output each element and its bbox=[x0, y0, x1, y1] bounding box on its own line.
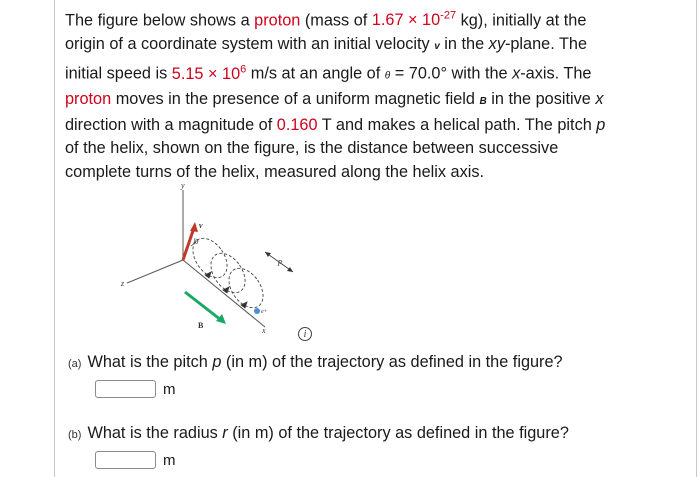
z-axis bbox=[127, 260, 183, 283]
problem-line-2 bbox=[65, 33, 685, 59]
text: kg), initially at the bbox=[456, 11, 587, 30]
question-text: (in m) of the trajectory as defined in the figure? bbox=[221, 353, 563, 371]
text: initial speed is bbox=[65, 64, 172, 83]
question-text: (in m) of the trajectory as defined in the figure? bbox=[227, 424, 569, 442]
text: T and makes a helical path. The pitch bbox=[317, 115, 597, 134]
question-text: What is the radius bbox=[87, 424, 223, 442]
p-symbol: p bbox=[596, 115, 606, 134]
question-text: What is the pitch bbox=[87, 353, 213, 371]
variable-symbol: r bbox=[222, 424, 228, 442]
answer-row-b bbox=[95, 451, 176, 469]
problem-line-3 bbox=[65, 58, 685, 88]
answer-row-a bbox=[95, 380, 176, 398]
y-axis-label: y bbox=[181, 181, 185, 190]
proton-term: proton bbox=[65, 90, 112, 109]
text: origin of a coordinate system with an initial velocity bbox=[65, 34, 435, 53]
problem-line-1 bbox=[65, 5, 685, 33]
question-part-label: (a) bbox=[68, 358, 82, 370]
text: The figure below shows a bbox=[65, 11, 255, 30]
variable-symbol: p bbox=[212, 353, 222, 371]
pitch-label: p bbox=[278, 257, 282, 266]
pitch-arrowhead bbox=[287, 267, 293, 272]
helix-figure bbox=[115, 180, 325, 340]
x-axis bbox=[183, 260, 265, 327]
radius-answer-input[interactable] bbox=[95, 451, 156, 469]
text: in the bbox=[439, 34, 489, 53]
velocity-label: v bbox=[199, 221, 203, 230]
theta-label: θ bbox=[195, 238, 199, 246]
question-part-label: (b) bbox=[68, 429, 82, 441]
field-magnitude: 0.160 bbox=[276, 115, 318, 134]
problem-line-6: of the helix, shown on the figure, is the distance between successive bbox=[65, 139, 559, 158]
problem-statement bbox=[65, 5, 685, 184]
text: = 70.0° with the bbox=[390, 64, 513, 83]
pitch-answer-input[interactable] bbox=[95, 380, 156, 398]
x-symbol: x bbox=[595, 90, 604, 109]
problem-line-5 bbox=[65, 114, 685, 138]
xy-plane-symbol: xy bbox=[488, 34, 505, 53]
field-label: B bbox=[198, 321, 204, 330]
x-axis-label: x bbox=[262, 326, 266, 335]
text: in the positive bbox=[486, 90, 596, 109]
text: moves in the presence of a uniform magnetic field bbox=[111, 90, 480, 109]
field-vector-symbol: B bbox=[479, 96, 487, 108]
problem-line-4 bbox=[65, 88, 685, 114]
speed-value: $5.15 \times 10^6$ bbox=[171, 63, 247, 83]
proton-charge bbox=[254, 308, 260, 314]
question-b bbox=[68, 424, 569, 443]
x-symbol: x bbox=[512, 64, 521, 83]
velocity-vector-symbol: v bbox=[434, 40, 440, 52]
theta-symbol: θ bbox=[384, 70, 391, 82]
velocity-arrowhead bbox=[190, 222, 198, 232]
text: m/s at an angle of bbox=[246, 64, 385, 83]
text: -axis. The bbox=[520, 64, 592, 83]
problem-line-7: complete turns of the helix, measured along the helix axis. bbox=[65, 162, 485, 181]
mass-value: $1.67 \times 10^{-27}$ bbox=[371, 10, 457, 30]
text: (mass of bbox=[300, 11, 372, 30]
magnetic-field-vector bbox=[185, 292, 221, 320]
question-a bbox=[68, 353, 563, 372]
text: -plane. The bbox=[504, 34, 588, 53]
charge-label: e+ bbox=[261, 309, 268, 315]
unit-label: m bbox=[163, 380, 176, 398]
z-axis-label: z bbox=[121, 279, 125, 288]
pitch-arrowhead bbox=[265, 252, 271, 257]
text: direction with a magnitude of bbox=[65, 115, 277, 134]
info-icon[interactable]: i bbox=[298, 327, 312, 341]
unit-label: m bbox=[163, 451, 176, 469]
proton-term: proton bbox=[254, 11, 301, 30]
